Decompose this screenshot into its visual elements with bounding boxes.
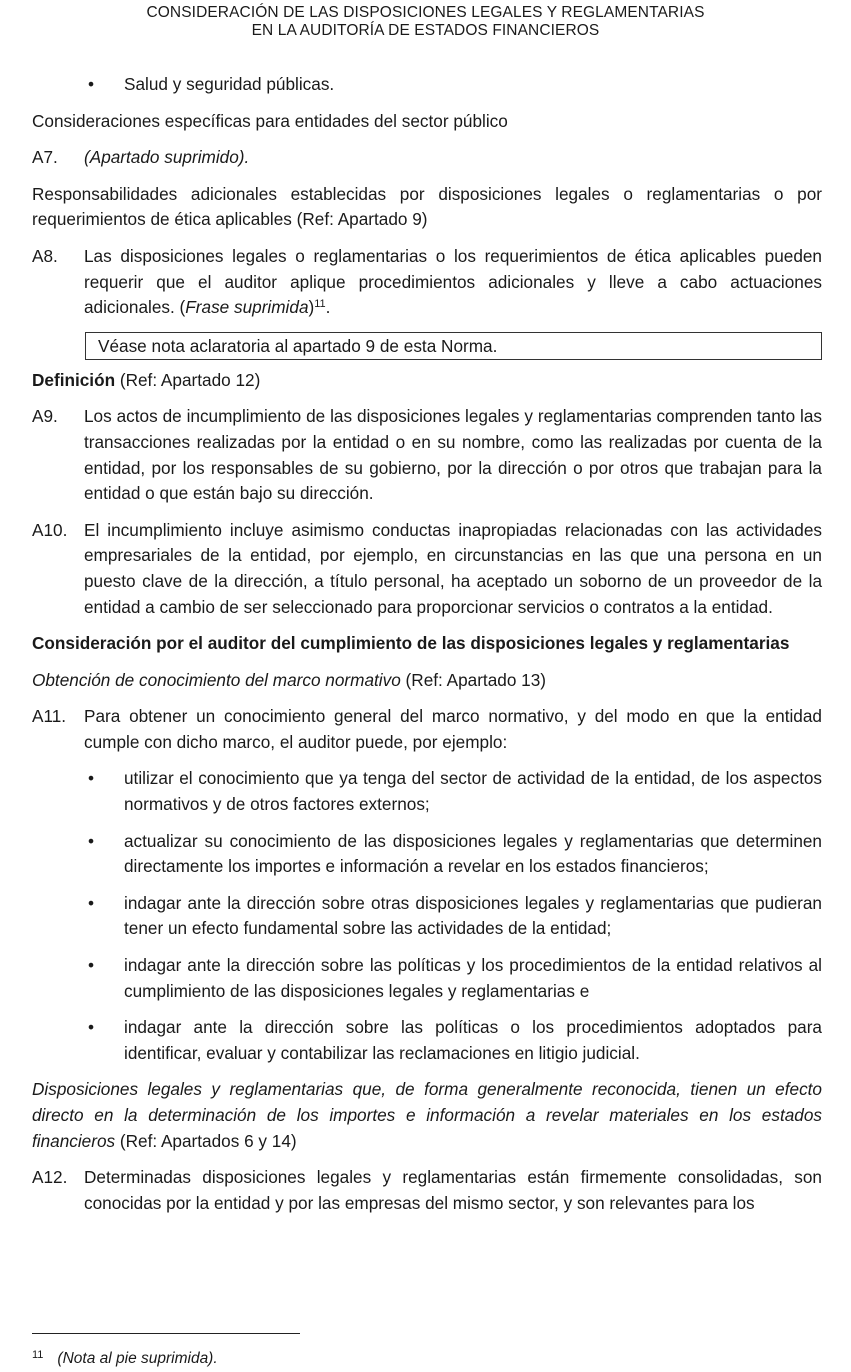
paragraph-number: A9. — [32, 406, 58, 427]
list-item — [84, 891, 822, 942]
list-item — [84, 766, 822, 817]
bullet-text: indagar ante la dirección sobre las políticas y los procedimientos de la entidad relativos al cumplimiento de las disposiciones legales y reglamentarias e — [124, 955, 822, 1001]
bullet-dot: • — [88, 892, 95, 913]
bullet-text: utilizar el conocimiento que ya tenga del sector de actividad de la entidad, de los aspectos normativos y de otros factores externos; — [124, 768, 822, 815]
heading-italic: Disposiciones legales y reglamentarias que, de forma generalmente reconocida, tienen un efecto directo en la determinación de los importes e información a revelar materiales en los estados financieros — [32, 1079, 822, 1151]
section-heading-knowledge — [32, 668, 822, 694]
list-item — [84, 1015, 822, 1066]
paragraph-text — [84, 244, 822, 321]
header-line-2: EN LA AUDITORÍA DE ESTADOS FINANCIEROS — [251, 22, 600, 39]
footnote-reference[interactable]: 11 — [314, 298, 326, 311]
paragraph-number: A12. — [32, 1167, 68, 1188]
period: . — [325, 297, 331, 318]
section-heading-auditor-consideration: Consideración por el auditor del cumplimiento de las disposiciones legales y reglamentarias — [32, 633, 790, 654]
bullet-text: Salud y seguridad públicas. — [124, 74, 335, 94]
paragraph-text: El incumplimiento incluye asimismo conductas inapropiadas relacionadas con las actividades empresariales de la entidad, por ejemplo, en circunstancias en las que una persona en un puesto clave de la dirección, a título personal, ha aceptado un soborno de un proveedor de la entidad a cambio de ser seleccionado para proporcionar servicios o contratos a la entidad. — [84, 519, 822, 617]
list-item — [84, 953, 822, 1004]
bullet-dot: • — [88, 74, 95, 94]
bullet-dot: • — [88, 830, 95, 851]
paragraph-text: Los actos de incumplimiento de las disposiciones legales y reglamentarias comprenden tanto las transacciones realizadas por la entidad o en su nombre, como las realizadas por cuenta de la entidad, por los responsables de su gobierno, por la dirección o por otros que trabajan para la entidad o que están bajo su dirección. — [84, 406, 822, 504]
footnote — [32, 1349, 218, 1368]
footnote-separator — [32, 1333, 300, 1334]
paragraph-a10 — [32, 518, 822, 620]
bullet-dot: • — [88, 955, 95, 976]
paragraph-a11 — [32, 704, 822, 755]
paragraph-a8-text: Las disposiciones legales o reglamentarias o los requerimientos de ética aplicables pueden requerir que el auditor aplique procedimientos adicionales y lleve a cabo actuaciones adicionales. ( — [84, 245, 822, 318]
header-line-1: CONSIDERACIÓN DE LAS DISPOSICIONES LEGALES Y REGLAMENTARIAS — [146, 4, 705, 21]
heading-italic: Obtención de conocimiento del marco normativo — [32, 669, 401, 690]
paragraph-number: A11. — [32, 706, 67, 727]
suppressed-phrase: Frase suprimida — [185, 297, 309, 318]
section-heading-public-sector: Consideraciones específicas para entidades del sector público — [32, 110, 508, 131]
bullet-dot: • — [88, 1017, 95, 1038]
section-heading-direct-effect — [32, 1077, 822, 1154]
footnote-number: 11 — [32, 1349, 44, 1361]
footnote-text: (Nota al pie suprimida). — [57, 1350, 218, 1367]
paragraph-a12 — [32, 1165, 822, 1216]
bullet-text: indagar ante la dirección sobre las políticas o los procedimientos adoptados para identificar, evaluar y contabilizar las reclamaciones en litigio judicial. — [124, 1017, 822, 1063]
paren-close: ) — [308, 297, 315, 318]
paragraph-number: A7. — [32, 147, 58, 168]
bullet-dot: • — [88, 768, 95, 789]
page-header — [0, 4, 851, 40]
heading-ref: (Ref: Apartado 13) — [400, 669, 547, 690]
section-heading-definition — [32, 368, 822, 394]
heading-ref: (Ref: Apartados 6 y 14) — [115, 1130, 297, 1151]
list-item — [84, 829, 822, 880]
document-body — [32, 72, 822, 1227]
paragraph-text: (Apartado suprimido). — [84, 147, 250, 168]
bullet-text: actualizar su conocimiento de las disposiciones legales y reglamentarias que determinen directamente los importes e información a revelar en los estados financieros; — [124, 830, 822, 877]
paragraph-a7 — [32, 145, 822, 171]
bullet-text: indagar ante la dirección sobre otras disposiciones legales y reglamentarias que pudieran tener un efecto fundamental sobre las actividades de la entidad; — [124, 892, 822, 939]
heading-bold: Definición — [32, 369, 116, 390]
clarification-note-box: Véase nota aclaratoria al apartado 9 de esta Norma. — [85, 332, 822, 360]
bullet-item — [84, 72, 822, 98]
paragraph-a9 — [32, 404, 822, 506]
paragraph-number: A10. — [32, 519, 68, 540]
paragraph-text: Para obtener un conocimiento general del marco normativo, y del modo en que la entidad cumple con dicho marco, el auditor puede, por ejemplo: — [84, 706, 822, 752]
heading-ref: (Ref: Apartado 12) — [115, 369, 261, 390]
section-heading-responsibilities: Responsabilidades adicionales establecidas por disposiciones legales o reglamentarias o por requerimientos de ética aplicables (Ref: Apartado 9) — [32, 183, 822, 230]
paragraph-a8 — [32, 244, 822, 321]
paragraph-text: Determinadas disposiciones legales y reglamentarias están firmemente consolidadas, son conocidas por la entidad y por las empresas del mismo sector, y son relevantes para los — [84, 1167, 822, 1213]
paragraph-number: A8. — [32, 245, 58, 266]
